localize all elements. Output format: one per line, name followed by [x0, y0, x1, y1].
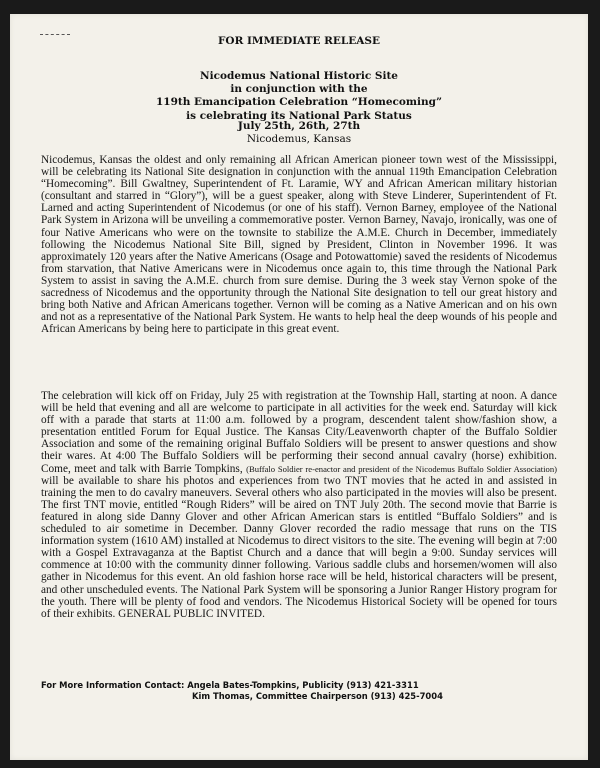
date-block	[10, 120, 588, 146]
paragraph-schedule	[41, 390, 557, 620]
contact-line-2: Kim Thomas, Committee Chairperson (913) 425-7004	[192, 691, 443, 701]
contact-line-1: For More Information Contact: Angela Bates-Tompkins, Publicity (913) 421-3311	[41, 680, 419, 690]
event-dates: July 25th, 26th, 27th	[237, 120, 361, 132]
paragraph-intro: Nicodemus, Kansas the oldest and only remaining all African American pioneer town west of the Mississippi, will be celebrating its National Site designation in conjunction with the annual 119th Emancipation Celebration “Homecoming”. Bill Gwaltney, Superintendent of Ft. Laramie, WY and African American military historian (consultant and starred in “Glory”), will be a guest speaker, along with Steve Linderer, Superintendent of Ft. Larned and acting Superintendent of Nicodemus (or one of his staff). Vernon Barney, employee of the National Park System in Arizona will be unveiling a commemorative poster. Vernon Barney, Navajo, ironically, was one of four Native Americans who were on the townsite to stabilize the A.M.E. Church in December, immediately following the Nicodemus National Site Bill, signed by President, Clinton in November 1996. It was approximately 120 years after the Native Americans (Osage and Potowattomie) saved the residents of Nicodemus from starvation, that Native Americans were in Nicodemus once again to, this time through the National Park System to assist in saving the A.M.E. church from sure demise. During the 3 week stay Vernon spoke of the sacredness of Nicodemus and the opportunity through the National Site designation to tell our great history and bring both Native and African Americans together. Vernon will be coming as a Native American and on his own and not as a representative of the National Park System. He wants to help heal the deep wounds of his people and African Americans by being here to participate in this great event.	[41, 154, 557, 336]
title-line: Nicodemus National Historic Site	[200, 70, 398, 82]
title-line: 119th Emancipation Celebration “Homecoming”	[155, 96, 443, 109]
title-block	[10, 70, 588, 123]
paragraph-schedule-note: (Buffalo Soldier re-enactor and president of the Nicodemus Buffalo Soldier Association)	[246, 463, 558, 474]
release-heading: FOR IMMEDIATE RELEASE	[217, 35, 381, 47]
paragraph-schedule-part1: The celebration will kick off on Friday, July 25 with registration at the Township Hall, starting at noon. A dance will be held that evening and all are welcome to participate in all activities for the week end. Saturday will kick off with a parade that starts at 11:00 a.m. followed by a program, descendent talent show/fashion show, a presentation entitled Forum for Equal Justice. The Kansas City/Leavenworth chapter of the Buffalo Soldier Association and some of the remaining original Buffalo Soldiers will be present to answer questions and show their wares. At 4:00 The Buffalo Soldiers will be performing their second annual cavalry (horse) exhibition. Come, meet and talk with Barrie Tompkins,	[41, 390, 557, 475]
paragraph-schedule-part2: will be available to share his photos and experiences from two TNT movies that he acted in and assisted in training the men to do cavalry maneuvers. Several others who also participated in the movies will also be present. The first TNT movie, entitled “Rough Riders” will be aired on TNT July 20th. The second movie that Barrie is featured in along side Danny Glover and other African American stars is entitled “Buffalo Soldiers” and is scheduled to air sometime in December. Danny Glover recorded the radio message that runs on the TIS information system (1610 AM) installed at Nicodemus to direct visitors to the site. The evening will begin at 7:00 with a Gospel Extravaganza at the Baptist Church and a dance that will begin a 9:00. Sunday services will commence at 10:00 with the community dinner following. Various saddle clubs and horsemen/women will also gather in Nicodemus for this event. An old fashion horse race will be held, historical characters will be present, and other unscheduled events. The National Park System will be sponsoring a Junior Ranger History program for the youth. There will be plenty of food and vendors. The Nicodemus Historical Society will be opened for tours of their exhibits. GENERAL PUBLIC INVITED.	[41, 474, 557, 620]
contact-block	[41, 680, 561, 702]
title-line: is celebrating its National Park Status	[186, 109, 412, 122]
event-location: Nicodemus, Kansas	[246, 133, 352, 145]
document-page	[10, 14, 588, 760]
title-line: in conjunction with the	[230, 83, 368, 96]
